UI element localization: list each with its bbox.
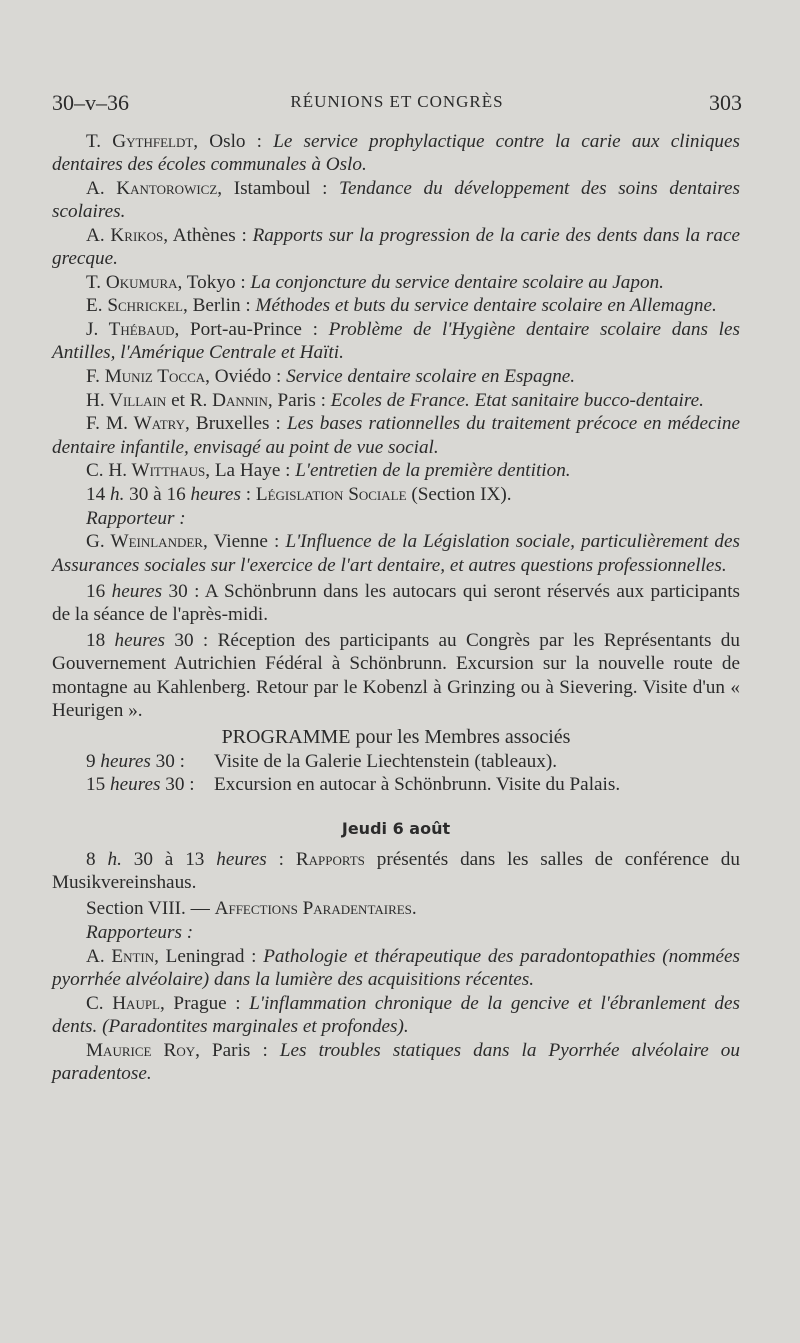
entry: A. Kantorowicz, Istamboul : Tendance du développement des soins dentaires scolaires. — [52, 177, 740, 223]
entry: C. H. Witthaus, La Haye : L'entretien de la première dentition. — [86, 460, 571, 482]
rapporteur-label: Rapporteur : — [86, 507, 186, 529]
header-date: 30–v–36 — [52, 90, 129, 115]
programme-row: 15 heures 30 : Excursion en autocar à Schönbrunn. Visite du Palais. — [86, 774, 621, 796]
entry: F. Muniz Tocca, Oviédo : Service dentaire scolaire en Espagne. — [86, 366, 576, 388]
entry: Maurice Roy, Paris : Les troubles statiques dans la Pyorrhée alvéolaire ou paradentose. — [52, 1039, 740, 1084]
header-title: RÉUNIONS ET CONGRÈS — [290, 92, 504, 111]
entry: A. Krikos, Athènes : Rapports sur la progression de la carie des dents dans la race grecque. — [52, 224, 740, 270]
section-heading: Section VIII. — Affections Paradentaires. — [86, 898, 417, 920]
entry: E. Schrickel, Berlin : Méthodes et buts du service dentaire scolaire en Allemagne. — [86, 295, 717, 317]
entry-list-1 — [52, 130, 740, 483]
page-body — [52, 130, 740, 1085]
rapporteurs-label: Rapporteurs : — [86, 922, 194, 943]
entry: J. Thébaud, Port-au-Prince : Problème de l'Hygiène dentaire scolaire dans les Antilles, l'Amérique Centrale et Haïti. — [52, 319, 740, 364]
entry-list-2 — [52, 945, 740, 1085]
programme-row: 9 heures 30 : Visite de la Galerie Liechtenstein (tableaux). — [86, 751, 558, 773]
page-number: 303 — [709, 90, 742, 115]
session-heading: 14 h. 30 à 16 heures : Législation Sociale (Section IX). — [86, 484, 512, 506]
schedule-paragraph: 16 heures 30 : A Schönbrunn dans les autocars qui seront réservés aux participants de la séance de l'après-midi. — [52, 580, 740, 626]
entry: T. Gythfeldt, Oslo : Le service prophylactique contre la carie aux cliniques dentaires des écoles communales à Oslo. — [52, 131, 740, 176]
running-header — [52, 90, 742, 120]
entry: T. Okumura, Tokyo : La conjoncture du service dentaire scolaire au Japon. — [86, 271, 664, 293]
entry: C. Haupl, Prague : L'inflammation chronique de la gencive et l'ébranlement des dents. (Paradontites marginales et profondes). — [52, 992, 740, 1037]
programme-heading: PROGRAMME pour les Membres associés — [221, 726, 571, 749]
day-heading: Jeudi 6 août — [341, 818, 451, 838]
entry: A. Entin, Leningrad : Pathologie et thérapeutique des paradontopathies (nommées pyorrhée alvéolaire) dans la lumière des acquisitions récentes. — [52, 945, 741, 990]
entry: F. M. Watry, Bruxelles : Les bases rationnelles du traitement précoce en médecine dentaire infantile, envisagé au point de vue social. — [52, 413, 740, 458]
entry: H. Villain et R. Dannin, Paris : Ecoles de France. Etat sanitaire bucco-dentaire. — [86, 389, 704, 411]
schedule-paragraph: 18 heures 30 : Réception des participants au Congrès par les Représentants du Gouvernement Autrichien Fédéral à Schönbrunn. Excursion sur la nouvelle route de montagne au Kahlenberg. Retour par le Kobenzl à Grinzing ou à Sievering. Visite d'un « Heurigen ». — [52, 630, 740, 721]
entry: G. Weinlander, Vienne : L'Influence de la Législation sociale, particulièrement des Assurances sociales sur l'exercice de l'art dentaire, et autres questions professionnelles. — [52, 531, 740, 576]
session-heading: 8 h. 30 à 13 heures : Rapports présentés dans les salles de conférence du Musikvereinshaus. — [52, 848, 740, 894]
